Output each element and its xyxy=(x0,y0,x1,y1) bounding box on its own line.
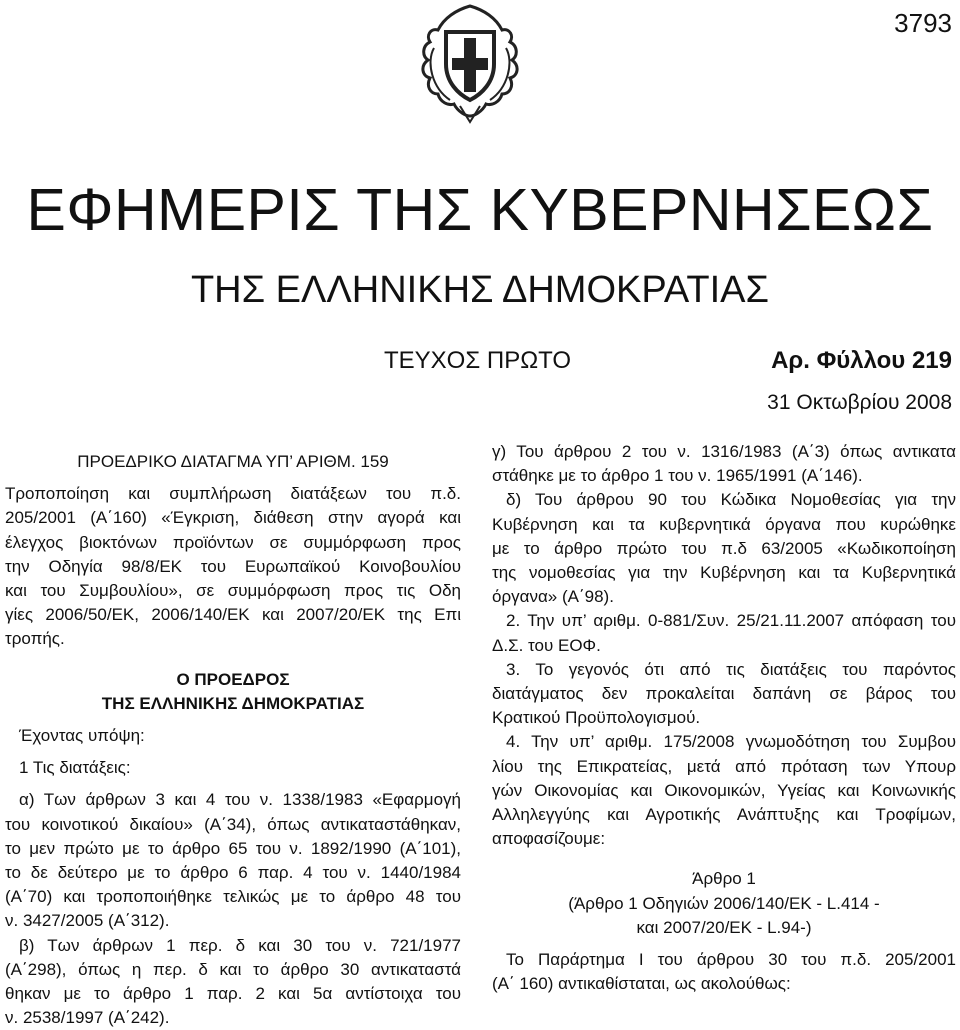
page-number: 3793 xyxy=(894,8,952,38)
sheet-number: Αρ. Φύλλου 219 xyxy=(771,347,952,374)
provisions-intro: 1 Τις διατάξεις: xyxy=(19,758,131,778)
left-column xyxy=(5,450,461,1030)
article-heading: Άρθρο 1 xyxy=(692,869,756,889)
gazette-title: ΕΦΗΜΕΡΙΣ ΤΗΣ ΚΥΒΕΡΝΗΣΕΩΣ xyxy=(26,177,934,243)
item-b: β) Των άρθρων 1 περ. δ και 30 του ν. 721/1977 (Α΄298), όπως η περ. δ και το άρθρο 30 αντικαταστά θηκαν με το άρθρο 1 παρ. 2 και 5α αντίστοιχα του ν. 2538/1997 (Α΄242). xyxy=(5,935,461,1028)
issue-series: ΤΕΥΧΟΣ ΠΡΩΤΟ xyxy=(384,347,572,374)
decree-title: Τροποποίηση και συμπλήρωση διατάξεων του π.δ. 205/2001 (Α΄160) «Έγκριση, διάθεση στην αγορά και έλεγχος βιοκτόνων προϊόντων σε συμμόρφωση προς την Οδηγία 98/8/ΕΚ του Ευρωπαϊκού Κοινοβουλίου και του Συμβουλίου», σε συμμόρφωση προς τις Οδη γίες 2006/50/ΕΚ, 2006/140/ΕΚ και 2007/20/ΕΚ της Επι τροπής. xyxy=(5,484,461,649)
item-3: 3. Το γεγονός ότι από τις διατάξεις του παρόντος διατάγματος δεν προκαλείται δαπάνη σε βάρος του Κρατικού Προϋπολογισμού. xyxy=(492,659,956,728)
president-heading-line2: ΤΗΣ ΕΛΛΗΝΙΚΗΣ ΔΗΜΟΚΡΑΤΙΑΣ xyxy=(101,693,365,713)
item-4: 4. Την υπ’ αριθμ. 175/2008 γνωμοδότηση του Συμβου λίου της Επικρατείας, μετά από πρόταση των Υπουρ γών Οικονομίας και Οικονομικών, Υγείας και Κοινωνικής Αλληλεγγύης και Αγροτικής Ανάπτυξης και Τροφίμων, αποφασίζουμε: xyxy=(492,732,956,849)
item-2: 2. Την υπ’ αριθμ. 0-881/Συν. 25/21.11.2007 απόφαση του Δ.Σ. του ΕΟΦ. xyxy=(492,611,956,655)
article-subheading-line2: και 2007/20/ΕΚ - L.94-) xyxy=(636,917,812,937)
considering-text: Έχοντας υπόψη: xyxy=(19,726,145,746)
right-column xyxy=(492,440,956,996)
issue-date: 31 Οκτωβρίου 2008 xyxy=(767,391,952,414)
article-subheading-line1: (Άρθρο 1 Οδηγιών 2006/140/ΕΚ - L.414 - xyxy=(568,893,880,913)
gazette-subtitle: ΤΗΣ ΕΛΛΗΝΙΚΗΣ ΔΗΜΟΚΡΑΤΙΑΣ xyxy=(190,269,770,311)
article-text: Το Παράρτημα Ι του άρθρου 30 του π.δ. 205/2001 (Α΄ 160) αντικαθίσταται, ως ακολούθως: xyxy=(492,950,956,994)
president-heading-line1: Ο ΠΡΟΕΔΡΟΣ xyxy=(176,669,290,689)
greek-coat-of-arms-emblem xyxy=(416,2,524,124)
decree-heading: ΠΡΟΕΔΡΙΚΟ ΔΙΑΤΑΓΜΑ ΥΠ’ ΑΡΙΘΜ. 159 xyxy=(77,452,389,471)
item-c: γ) Του άρθρου 2 του ν. 1316/1983 (Α΄3) όπως αντικατα στάθηκε με το άρθρο 1 του ν. 1965/1991 (Α΄146). xyxy=(492,442,956,486)
item-d: δ) Του άρθρου 90 του Κώδικα Νομοθεσίας για την Κυβέρνηση και τα κυβερνητικά όργανα που κυρώθηκε με το άρθρο πρώτο του π.δ 63/2005 «Κωδικοποίηση της νομοθεσίας για την Κυβέρνηση και τα Κυβερνητικά όργανα» (Α΄98). xyxy=(492,490,956,607)
item-a: α) Των άρθρων 3 και 4 του ν. 1338/1983 «Εφαρμογή του κοινοτικού δικαίου» (Α΄34), όπως αντικαταστάθηκαν, το μεν πρώτο με το άρθρο 65 του ν. 1892/1990 (Α΄101), το δε δεύτερο με το άρθρο 6 παρ. 4 του ν. 1440/1984 (Α΄70) και τροποποιήθηκε τελικώς με το άρθρο 48 του ν. 3427/2005 (Α΄312). xyxy=(5,790,461,931)
